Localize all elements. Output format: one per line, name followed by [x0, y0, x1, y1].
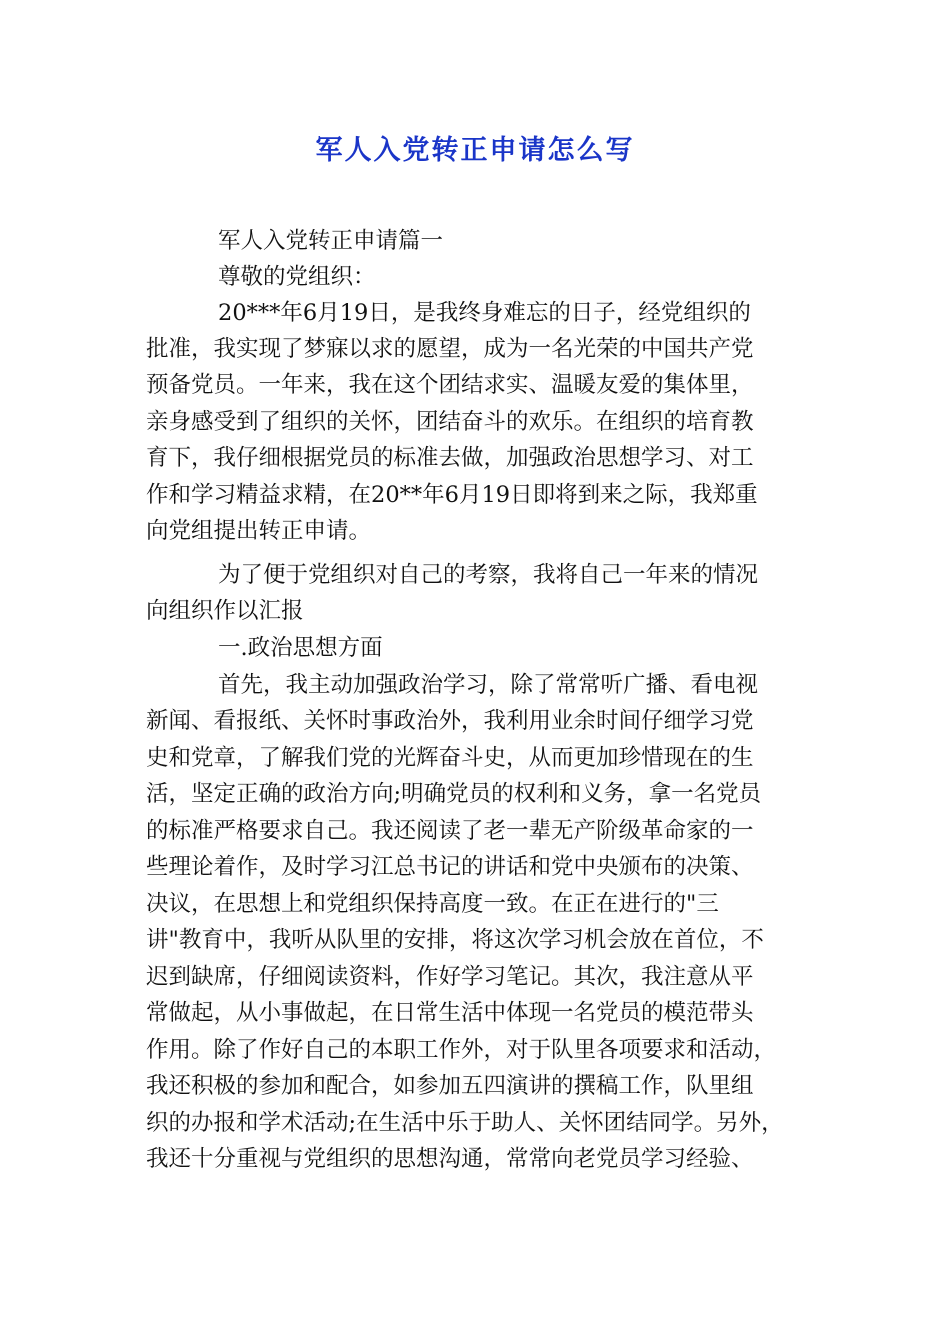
body-line: 织的办报和学术活动;在生活中乐于助人、关怀团结同学。另外， — [146, 1110, 784, 1136]
body-line: 作和学习精益求精，在20**年6月19日即将到来之际，我郑重 — [146, 482, 758, 508]
body-line: 为了便于党组织对自己的考察，我将自己一年来的情况 — [218, 562, 759, 588]
body-line: 迟到缺席，仔细阅读资料，作好学习笔记。其次，我注意从平 — [146, 964, 754, 990]
body-line: 的标准严格要求自己。我还阅读了老一辈无产阶级革命家的一 — [146, 818, 754, 844]
body-line: 作用。除了作好自己的本职工作外，对于队里各项要求和活动， — [146, 1037, 777, 1063]
body-line: 讲"教育中，我听从队里的安排，将这次学习机会放在首位，不 — [146, 927, 764, 953]
body-line: 些理论着作，及时学习江总书记的讲话和党中央颁布的决策、 — [146, 854, 754, 880]
body-line: 向组织作以汇报 — [146, 598, 304, 624]
body-line: 20***年6月19日，是我终身难忘的日子，经党组织的 — [218, 300, 751, 326]
body-line: 我还十分重视与党组织的思想沟通，常常向老党员学习经验、 — [146, 1146, 754, 1172]
salutation: 尊敬的党组织： — [218, 264, 376, 290]
body-line: 预备党员。一年来，我在这个团结求实、温暖友爱的集体里， — [146, 372, 754, 398]
body-line: 首先，我主动加强政治学习，除了常常听广播、看电视 — [218, 672, 759, 698]
body-line: 批准，我实现了梦寐以求的愿望，成为一名光荣的中国共产党 — [146, 336, 754, 362]
body-line: 活，坚定正确的政治方向;明确党员的权利和义务，拿一名党员 — [146, 781, 762, 807]
body-line: 新闻、看报纸、关怀时事政治外，我利用业余时间仔细学习党 — [146, 708, 754, 734]
body-line: 向党组提出转正申请。 — [146, 518, 372, 544]
body-line: 亲身感受到了组织的关怀，团结奋斗的欢乐。在组织的培育教 — [146, 409, 754, 435]
document-title: 军人入党转正申请怎么写 — [315, 135, 635, 166]
subsection-heading: 一.政治思想方面 — [218, 635, 383, 661]
body-line: 史和党章，了解我们党的光辉奋斗史，从而更加珍惜现在的生 — [146, 745, 754, 771]
body-line: 常做起，从小事做起，在日常生活中体现一名党员的模范带头 — [146, 1000, 754, 1026]
section-heading: 军人入党转正申请篇一 — [218, 228, 444, 254]
body-line: 我还积极的参加和配合，如参加五四演讲的撰稿工作，队里组 — [146, 1073, 754, 1099]
body-line: 决议，在思想上和党组织保持高度一致。在正在进行的"三 — [146, 891, 719, 917]
body-line: 育下，我仔细根据党员的标准去做，加强政治思想学习、对工 — [146, 445, 754, 471]
